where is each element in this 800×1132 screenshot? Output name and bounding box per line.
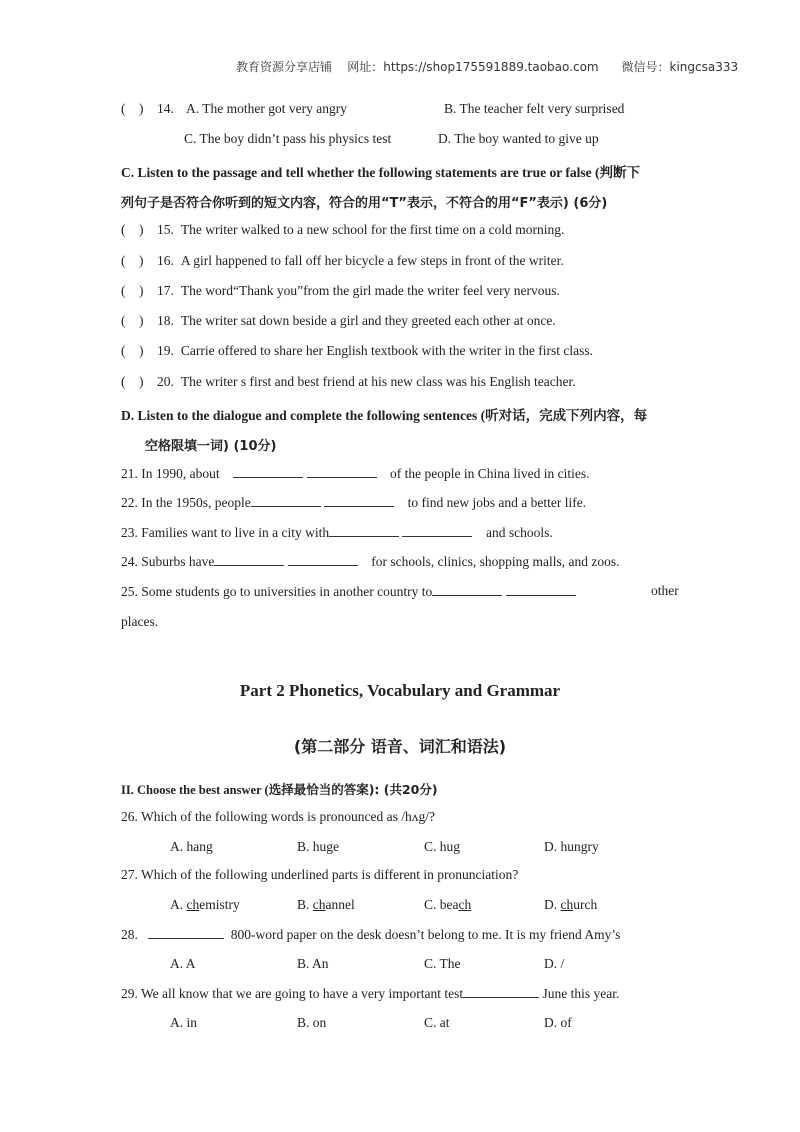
tf-item — [121, 283, 560, 299]
option-text: A. — [170, 897, 187, 912]
fill-item-25-tail: other — [651, 583, 679, 598]
section-c-heading-en: C. Listen to the passage and tell whether the following statements are true or false ( — [121, 165, 600, 180]
option-text: D. — [544, 897, 561, 912]
question-28-stem — [121, 926, 620, 943]
fill-item-text: 21. In 1990, about — [121, 466, 220, 481]
question-number: 18. — [157, 313, 174, 328]
answer-paren[interactable]: ( ) — [121, 343, 144, 358]
question-number: 17. — [157, 283, 174, 298]
fill-item-21 — [121, 465, 589, 482]
option-text: B. — [297, 897, 313, 912]
tf-item — [121, 313, 556, 329]
question-number: 28. — [121, 927, 138, 942]
section-c-heading-line2: 列句子是否符合你听到的短文内容，符合的用“T”表示，不符合的用“F”表示) (6分) — [121, 196, 608, 211]
option-c: C. hug — [424, 839, 461, 854]
option-d: D. hungry — [544, 839, 599, 854]
answer-blank[interactable] — [288, 553, 358, 566]
answer-blank[interactable] — [307, 465, 377, 478]
shop-url[interactable]: https://shop175591889.taobao.com — [383, 60, 599, 74]
fill-item-text: of the people in China lived in cities. — [390, 466, 590, 481]
answer-blank[interactable] — [463, 985, 539, 998]
section-ii-heading-en: II. Choose the best answer ( — [121, 783, 269, 797]
section-ii-heading-tail: ): (共20分) — [368, 782, 438, 797]
option-text: urch — [573, 897, 598, 912]
fill-item-25-cont: places. — [121, 614, 159, 629]
answer-blank[interactable] — [233, 465, 303, 478]
section-c-heading-cn: 判断下 — [599, 165, 640, 181]
question-text: June this year. — [542, 986, 620, 1001]
option-d: D. / — [544, 956, 565, 971]
fill-item-22 — [121, 494, 586, 511]
section-d-heading-line1 — [121, 404, 647, 424]
question-number: 16. — [157, 253, 174, 268]
question-text: A girl happened to fall off her bicycle a few steps in front of the writer. — [180, 253, 564, 268]
question-text: Carrie offered to share her English textbook with the writer in the first class. — [180, 343, 594, 358]
option-a: A. in — [170, 1015, 197, 1030]
tf-item — [121, 253, 564, 269]
option-b: B. An — [297, 956, 329, 971]
fill-item-25 — [121, 583, 576, 600]
option-c: C. The boy didn’t pass his physics test — [184, 131, 392, 146]
question-27-stem: 27. Which of the following underlined parts is different in pronunciation? — [121, 867, 519, 882]
answer-blank[interactable] — [214, 553, 284, 566]
option-text: C. bea — [424, 897, 459, 912]
question-number: 20. — [157, 374, 174, 389]
question-text: The writer sat down beside a girl and they greeted each other at once. — [180, 313, 556, 328]
answer-blank[interactable] — [402, 524, 472, 537]
underlined-part: ch — [186, 897, 200, 912]
option-d — [544, 897, 597, 913]
answer-blank[interactable] — [432, 583, 502, 596]
question-text: 800-word paper on the desk doesn’t belong to me. It is my friend Amy’s — [230, 927, 621, 942]
question-text: The word“Thank you”from the girl made the writer feel very nervous. — [180, 283, 560, 298]
answer-blank[interactable] — [329, 524, 399, 537]
section-ii-heading — [121, 780, 438, 798]
question-number: 15. — [157, 222, 174, 237]
option-c: C. at — [424, 1015, 450, 1030]
option-b: B. huge — [297, 839, 339, 854]
option-d: D. of — [544, 1015, 572, 1030]
underlined-part: ch — [560, 897, 574, 912]
option-text: emistry — [199, 897, 240, 912]
answer-blank[interactable] — [324, 494, 394, 507]
option-c — [424, 897, 471, 913]
answer-paren[interactable]: ( ) — [121, 283, 144, 298]
option-a: A. A — [170, 956, 196, 971]
answer-blank[interactable] — [251, 494, 321, 507]
option-a: A. The mother got very angry — [186, 101, 347, 116]
question-text: 29. We all know that we are going to have a very important test — [121, 986, 464, 1001]
question-text: The writer s first and best friend at his new class was his English teacher. — [180, 374, 576, 389]
fill-item-text: to find new jobs and a better life. — [407, 495, 587, 510]
question-number: 19. — [157, 343, 174, 358]
section-d-heading-cn: 听对话，完成下列内容，每 — [485, 408, 648, 424]
answer-paren[interactable]: ( ) — [121, 374, 144, 389]
underlined-part: ch — [458, 897, 472, 912]
option-b: B. The teacher felt very surprised — [444, 101, 625, 116]
question-number: 14. — [157, 101, 174, 116]
part-title-en: Part 2 Phonetics, Vocabulary and Grammar — [239, 681, 561, 700]
section-ii-heading-cn: 选择最恰当的答案 — [268, 782, 369, 797]
option-d: D. The boy wanted to give up — [438, 131, 599, 146]
section-c-heading-line1 — [121, 161, 640, 181]
tf-item — [121, 222, 564, 238]
tf-item — [121, 374, 576, 390]
fill-item-text: 23. Families want to live in a city with — [121, 525, 330, 540]
fill-item-text: 24. Suburbs have — [121, 554, 215, 569]
question-29-stem — [121, 985, 619, 1002]
answer-blank[interactable] — [148, 926, 224, 939]
fill-item-text: and schools. — [485, 525, 553, 540]
option-b — [297, 897, 355, 913]
option-text: annel — [325, 897, 355, 912]
question-text: The writer walked to a new school for the first time on a cold morning. — [180, 222, 565, 237]
fill-item-24 — [121, 553, 619, 570]
answer-blank[interactable] — [506, 583, 576, 596]
answer-paren[interactable]: ( ) — [121, 253, 144, 268]
section-d-heading-en: D. Listen to the dialogue and complete the following sentences ( — [121, 408, 486, 423]
wechat-label: 微信号： — [621, 60, 670, 74]
answer-paren: ( ) — [121, 101, 144, 116]
fill-item-text: for schools, clinics, shopping malls, and zoos. — [371, 554, 620, 569]
fill-item-text: 22. In the 1950s, people — [121, 495, 251, 510]
underlined-part: ch — [312, 897, 326, 912]
shop-name: 教育资源分享店铺 — [236, 60, 333, 74]
page-header — [236, 58, 738, 75]
question-26-stem: 26. Which of the following words is pronounced as /hʌg/? — [121, 809, 435, 824]
fill-item-23 — [121, 524, 553, 541]
answer-paren[interactable]: ( ) — [121, 222, 144, 237]
answer-paren[interactable]: ( ) — [121, 313, 144, 328]
fill-item-text: 25. Some students go to universities in another country to — [121, 584, 433, 599]
section-d-heading-line2: 空格限填一词) (10分) — [145, 439, 277, 454]
option-a: A. hang — [170, 839, 213, 854]
wechat-id: kingcsa333 — [669, 60, 739, 74]
url-label: 网址： — [347, 60, 384, 74]
question-14 — [121, 101, 174, 117]
option-c: C. The — [424, 956, 461, 971]
option-b: B. on — [297, 1015, 327, 1030]
tf-item — [121, 343, 593, 359]
option-a — [170, 897, 240, 913]
part-title-cn: (第二部分 语音、词汇和语法) — [293, 737, 507, 756]
